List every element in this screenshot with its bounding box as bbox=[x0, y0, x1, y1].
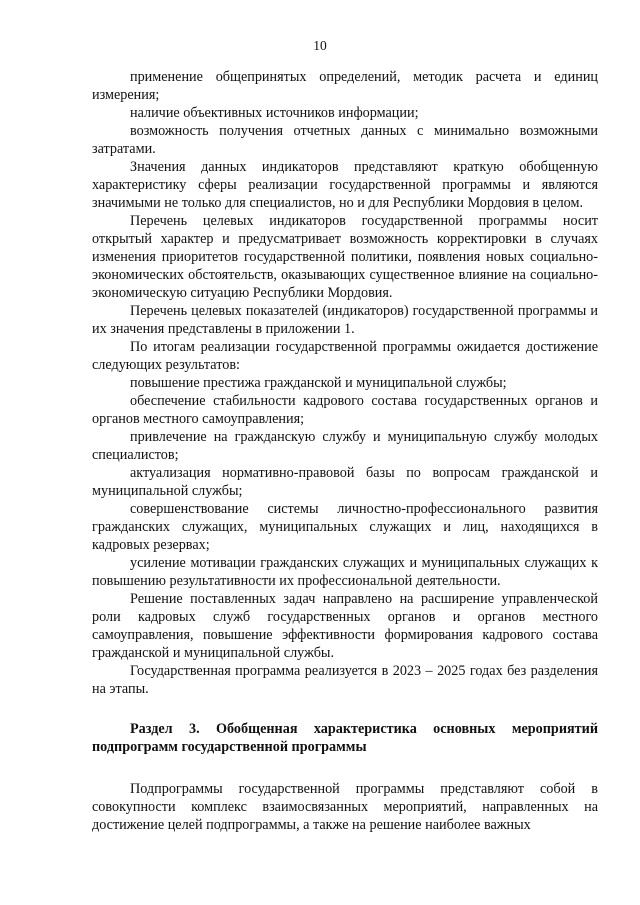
paragraph: наличие объективных источников информации; bbox=[130, 105, 419, 121]
list-item: повышение престижа гражданской и муниципальной службы; bbox=[130, 375, 507, 391]
paragraph: Значения данных индикаторов представляют краткую обобщенную характеристику сферы реализации государственной программы и являются значимыми не только для специалистов, но и для Республики Мордовия в целом. bbox=[92, 159, 598, 211]
list-item: обеспечение стабильности кадрового состава государственных органов и органов местного самоуправления; bbox=[92, 393, 598, 427]
paragraph: Решение поставленных задач направлено на расширение управленческой роли кадровых служб государственных органов и органов местного самоуправления, повышение эффективности формирования кадрового состава гражданской и муниципальной службы. bbox=[92, 591, 598, 661]
document-body bbox=[92, 68, 598, 834]
paragraph: Перечень целевых индикаторов государственной программы носит открытый характер и предусматривает возможность корректировки в случаях изменения приоритетов государственной политики, появления новых социально-экономических обстоятельств, оказывающих существенное влияние на социально-экономическую ситуацию Республики Мордовия. bbox=[92, 213, 598, 301]
list-item: усиление мотивации гражданских служащих и муниципальных служащих к повышению результативности их профессиональной деятельности. bbox=[92, 555, 598, 589]
page-number: 10 bbox=[313, 38, 327, 53]
list-item: актуализация нормативно-правовой базы по вопросам гражданской и муниципальной службы; bbox=[92, 465, 598, 499]
section-heading: Раздел 3. Обобщенная характеристика основных мероприятий подпрограмм государственной программы bbox=[92, 721, 598, 755]
paragraph: Подпрограммы государственной программы представляют собой в совокупности комплекс взаимосвязанных мероприятий, направленных на достижение целей подпрограммы, а также на решение наиболее важных bbox=[92, 781, 598, 833]
paragraph: Перечень целевых показателей (индикаторов) государственной программы и их значения представлены в приложении 1. bbox=[92, 303, 598, 337]
paragraph: Государственная программа реализуется в 2023 – 2025 годах без разделения на этапы. bbox=[92, 663, 598, 697]
paragraph: возможность получения отчетных данных с минимально возможными затратами. bbox=[92, 123, 598, 157]
list-item: совершенствование системы личностно-профессионального развития гражданских служащих, муниципальных служащих и лиц, находящихся в кадровых резервах; bbox=[92, 501, 598, 553]
paragraph: По итогам реализации государственной программы ожидается достижение следующих результатов: bbox=[92, 339, 598, 373]
paragraph: применение общепринятых определений, методик расчета и единиц измерения; bbox=[92, 69, 598, 103]
list-item: привлечение на гражданскую службу и муниципальную службу молодых специалистов; bbox=[92, 429, 598, 463]
